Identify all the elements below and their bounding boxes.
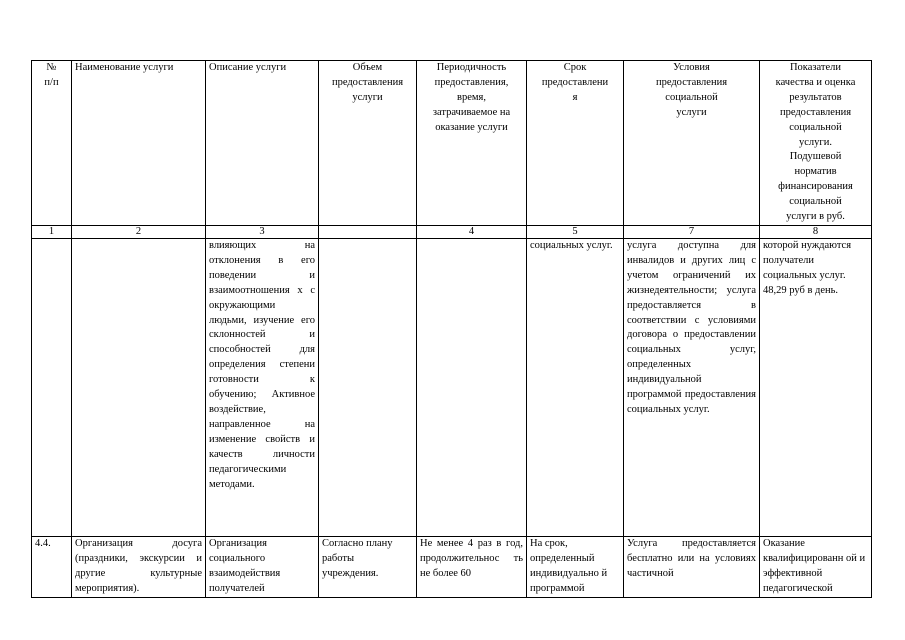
table-cell: На срок, определенный индивидуально й программой xyxy=(527,537,624,598)
table-cell: Не менее 4 раз в год, продолжительнос ть не более 60 xyxy=(417,537,527,598)
table-cell: социальных услуг. xyxy=(527,239,624,537)
table-row xyxy=(32,537,872,598)
header-volume: Объем предоставления услуги xyxy=(319,61,417,226)
column-number: 3 xyxy=(206,226,319,239)
table-cell: услуга доступна для инвалидов и других лиц с учетом ограничений их жизнедеятельности; услуга предоставляется в соответствии с условиями договора о предоставлении социальных услуг, определенных индивидуальной программой предоставления социальных услуг. xyxy=(624,239,760,537)
table-cell xyxy=(319,239,417,537)
table-cell: Согласно плану работы учреждения. xyxy=(319,537,417,598)
column-number: 2 xyxy=(72,226,206,239)
header-service-name: Наименование услуги xyxy=(72,61,206,226)
column-number: 4 xyxy=(417,226,527,239)
column-number-row xyxy=(32,226,872,239)
table-cell: влияющих на отклонения в его поведении и взаимоотношения х с окружающими людьми, изучение его склонностей и способностей для определения степени готовности к обучению; Активное воздействие, направленное на изменение свойств и качеств личности педагогическими методами. xyxy=(206,239,319,537)
table-row xyxy=(32,239,872,537)
header-conditions: Условия предоставления социальной услуги xyxy=(624,61,760,226)
column-number: 7 xyxy=(624,226,760,239)
header-number: № п/п xyxy=(32,61,72,226)
table-cell xyxy=(32,239,72,537)
table-cell xyxy=(72,239,206,537)
header-row xyxy=(32,61,872,226)
column-number: 8 xyxy=(760,226,872,239)
services-table xyxy=(31,60,872,598)
header-periodicity: Периодичность предоставления, время, затрачиваемое на оказание услуги xyxy=(417,61,527,226)
row-number: 4.4. xyxy=(32,537,72,598)
column-number xyxy=(319,226,417,239)
column-number: 5 xyxy=(527,226,624,239)
header-service-description: Описание услуги xyxy=(206,61,319,226)
table-cell: Оказание квалифицированн ой и эффективной педагогической xyxy=(760,537,872,598)
table-cell: Услуга предоставляется бесплатно или на условиях частичной xyxy=(624,537,760,598)
table-cell: которой нуждаются получатели социальных услуг. 48,29 руб в день. xyxy=(760,239,872,537)
table-cell: Организация досуга (праздники, экскурсии и другие культурные мероприятия). xyxy=(72,537,206,598)
column-number: 1 xyxy=(32,226,72,239)
header-term: Срок предоставлени я xyxy=(527,61,624,226)
header-quality-indicators: Показатели качества и оценка результатов предоставления социальной услуги. Подушевой норматив финансирования социальной услуги в руб. xyxy=(760,61,872,226)
table-cell xyxy=(417,239,527,537)
table-cell: Организация социального взаимодействия получателей xyxy=(206,537,319,598)
